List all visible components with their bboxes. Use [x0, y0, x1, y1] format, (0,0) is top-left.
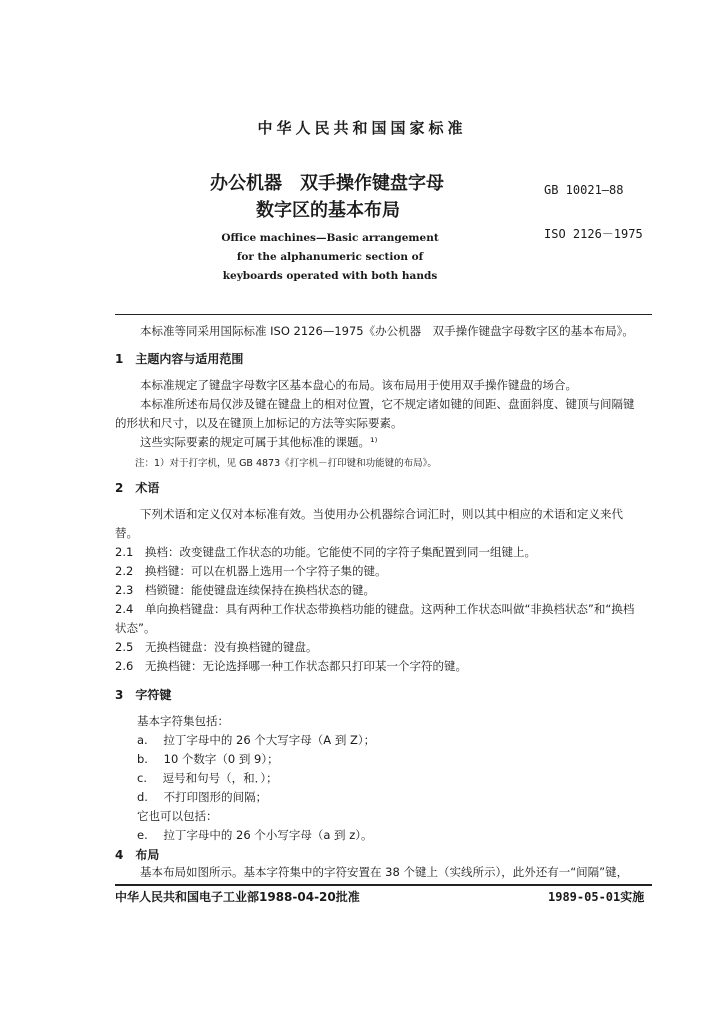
section-1-footnote: 注：1）对于打字机，见 GB 4873《打字机－打印键和功能键的布局》。 — [135, 458, 437, 469]
list-marker: d. — [137, 790, 148, 804]
section-1-heading: 1 主题内容与适用范围 — [115, 352, 244, 366]
list-text: 拉丁字母中的 26 个大写字母（A 到 Z）； — [163, 733, 376, 747]
term-number: 2.3 — [115, 583, 134, 597]
section-2-paragraph-cont: 替。 — [115, 526, 138, 540]
section-1-paragraph-2-cont: 的形状和尺寸，以及在键顶上加标记的方法等实际要素。 — [115, 416, 403, 430]
term-text: 换档键：可以在机器上选用一个字符子集的键。 — [144, 564, 387, 578]
term-item — [115, 562, 386, 581]
term-number: 2.4 — [115, 602, 134, 616]
list-item — [137, 826, 372, 845]
list-marker: a. — [137, 733, 148, 747]
issuing-org: 中华人民共和国国家标准 — [257, 119, 467, 137]
english-title-line-2: for the alphanumeric section of — [236, 251, 424, 263]
iso-code: ISO 2126－1975 — [544, 227, 643, 241]
list-item — [137, 769, 278, 788]
term-number: 2.6 — [115, 659, 134, 673]
english-title-line-1: Office machines—Basic arrangement — [221, 232, 439, 244]
list-item — [137, 731, 375, 750]
term-number: 2.2 — [115, 564, 134, 578]
section-3-also: 它也可以包括： — [137, 809, 218, 823]
list-text: 不打印图形的间隔； — [163, 790, 268, 804]
term-text: 无换档键：无论选择哪一种工作状态都只打印某一个字符的键。 — [144, 659, 467, 673]
section-1-paragraph-1: 本标准规定了键盘字母数字区基本盘心的布局。该布局用于使用双手操作键盘的场合。 — [140, 378, 577, 392]
list-text: 逗号和句号（，和．）； — [162, 771, 278, 785]
term-item — [115, 638, 317, 657]
list-item — [137, 750, 279, 769]
term-text: 换档：改变键盘工作状态的功能。它能使不同的字符子集配置到同一组键上。 — [144, 545, 536, 559]
term-item — [115, 543, 536, 562]
term-text: 状态”。 — [115, 621, 156, 635]
term-number: 2.1 — [115, 545, 134, 559]
section-4-paragraph: 基本布局如图所示。基本字符集中的字符安置在 38 个键上（实线所示），此外还有一“间隔”键， — [140, 865, 629, 879]
list-text: 拉丁字母中的 26 个小写字母（a 到 z）。 — [163, 828, 373, 842]
term-text: 单向换档键盘：具有两种工作状态带换档功能的键盘。这两种工作状态叫做“非换档状态”和“换档 — [144, 602, 635, 616]
section-3-intro: 基本字符集包括： — [137, 714, 229, 728]
term-item — [115, 657, 467, 676]
term-item — [115, 581, 375, 600]
section-1-paragraph-3: 这些实际要素的规定可属于其他标准的课题。¹⁾ — [140, 435, 378, 449]
term-text: 档锁键：能使键盘连续保持在换档状态的键。 — [144, 583, 375, 597]
approval-line: 中华人民共和国电子工业部1988-04-20批准 — [115, 890, 360, 904]
list-marker: b. — [137, 752, 148, 766]
intro-paragraph: 本标准等同采用国际标准 ISO 2126—1975《办公机器 双手操作键盘字母数字区的基本布局》。 — [140, 324, 634, 338]
list-marker: c. — [137, 771, 147, 785]
list-item — [137, 788, 267, 807]
term-text: 无换档键盘：没有换档键的键盘。 — [144, 640, 318, 654]
footer-divider — [115, 884, 652, 886]
section-3-heading: 3 字符键 — [115, 688, 172, 702]
section-2-paragraph: 下列术语和定义仅对本标准有效。当使用办公机器综合词汇时，则以其中相应的术语和定义来代 — [140, 507, 623, 521]
title-line-1: 办公机器 双手操作键盘字母 — [210, 173, 444, 194]
section-4-heading: 4 布局 — [115, 848, 160, 862]
title-line-2: 数字区的基本布局 — [256, 200, 400, 221]
list-marker: e. — [137, 828, 148, 842]
effective-date: 1989-05-01实施 — [548, 890, 645, 904]
gb-code: GB 10021—88 — [544, 183, 624, 197]
term-item — [115, 600, 634, 619]
english-title-line-3: keyboards operated with both hands — [222, 270, 438, 282]
header-divider — [115, 314, 652, 315]
section-2-heading: 2 术语 — [115, 481, 160, 495]
term-item-cont — [115, 619, 155, 638]
list-text: 10 个数字（0 到 9）； — [163, 752, 279, 766]
section-1-paragraph-2: 本标准所述布局仅涉及键在键盘上的相对位置，它不规定诸如键的间距、盘面斜度、键顶与间隔键 — [140, 397, 635, 411]
term-number: 2.5 — [115, 640, 134, 654]
